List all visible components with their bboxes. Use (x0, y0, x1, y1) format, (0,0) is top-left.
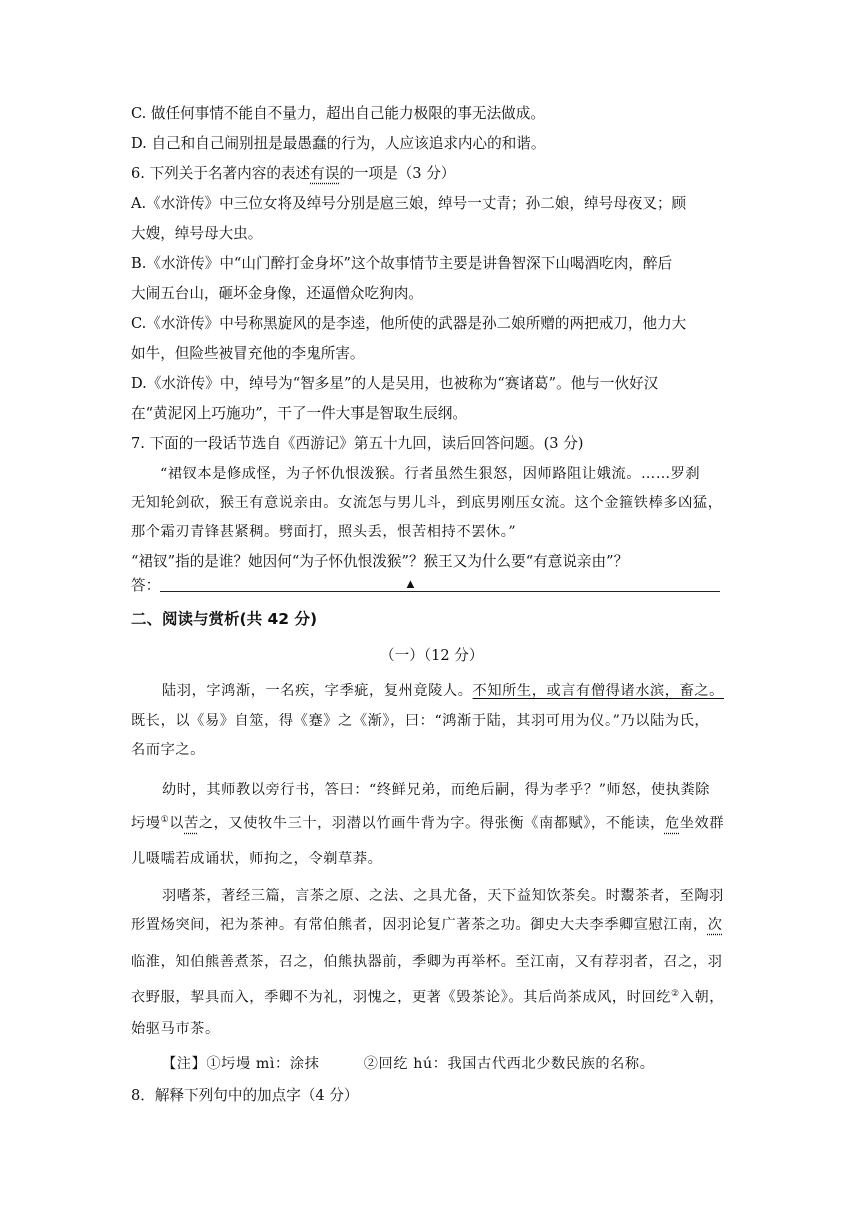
passage-p3-line2 (131, 915, 723, 935)
quote-line-2: 无知轮剑砍，猴王有意说亲由。女流怎与男儿斗，到底男刚压女流。这个金箍铁棒多凶猛， (131, 495, 723, 511)
question-6-option-d-line1: D.《水浒传》中，绰号为“智多星”的人是吴用，也被称为“赛诸葛”。他与一伙好汉 (131, 375, 659, 392)
passage-p3-text: 形置炀突间，祀为茶神。有常伯熊者，因羽论复广著茶之功。御史大夫李季卿宣慰江南， (131, 917, 708, 933)
passage-p2-line3: 儿嗫嚅若成诵状，师拘之，令剃草莽。 (131, 851, 383, 867)
footnote: 【注】①圬墁 mì：涂抹 ②回纥 hú：我国古代西北少数民族的名称。 (162, 1056, 655, 1072)
question-6-stem (131, 164, 455, 184)
passage-p3-text: 入朝， (679, 989, 725, 1006)
passage-p1-text: 陆羽，字鸿渐，一名疾，字季疵，复州竟陵人。 (162, 683, 473, 699)
dotted-char-wei: 危 (664, 815, 680, 832)
section-2-heading: 二、阅读与赏析(共 42 分) (131, 610, 318, 628)
passage-p2-word: 圬墁 (131, 815, 161, 832)
passage-p1-line1 (162, 681, 724, 701)
passage-p2-line1: 幼时，其师教以旁行书，答曰：“终鲜兄弟，而绝后嗣，得为孝乎？”师怒，使执粪除 (162, 782, 711, 798)
question-6-option-d-line2: 在“黄泥冈上巧施功”，干了一件大事是智取生辰纲。 (131, 405, 467, 422)
quote-line-1: “裙钗本是修成怪，为子怀仇恨泼猴。行者虽然生狠怒，因师路阻让娥流。……罗刹 (160, 466, 701, 482)
question-7-prompt: “裙钗”指的是谁？她因何“为子怀仇恨泼猴”？猴王又为什么要“有意说亲由”？ (131, 553, 629, 570)
question-6-option-c-line2: 如牛，但险些被冒充他的李鬼所害。 (131, 345, 365, 362)
answer-line[interactable] (160, 591, 720, 592)
option-d-line: D. 自己和自己闹别扭是最愚蠢的行为，人应该追求内心的和谐。 (131, 135, 546, 152)
footnote-ref-2: ② (671, 989, 680, 999)
part-1-heading: （一）（12 分） (380, 647, 484, 664)
passage-p3-line4 (131, 984, 724, 1008)
question-8-stem: 8．解释下列句中的加点字（4 分） (131, 1087, 359, 1104)
passage-p3-line3: 临淮，知伯熊善煮茶，召之，伯熊执器前，季卿为再举杯。至江南，又有荐羽者，召之，羽 (131, 954, 723, 970)
passage-p3-line5: 始驱马市茶。 (131, 1021, 220, 1037)
passage-p3-line1: 羽嗜茶，著经三篇，言茶之原、之法、之具尤备，天下益知饮茶矣。时鬻茶者，至陶羽 (162, 888, 724, 904)
question-6-option-b-line1: B.《水浒传》中“山门醉打金身坏”这个故事情节主要是讲鲁智深下山喝酒吃肉，醉后 (131, 255, 673, 272)
passage-p2-line2 (131, 810, 724, 834)
answer-label: 答： (131, 577, 161, 594)
answer-marker-icon: ▲ (404, 576, 417, 591)
passage-p2-text: 坐效群 (679, 815, 725, 832)
passage-p2-text: 之，又使牧牛三十，羽潜以竹画牛背为字。得张衡《南都赋》，不能读， (198, 815, 665, 832)
question-7-stem: 7. 下面的一段话节选自《西游记》第五十九回，读后回答问题。(3 分) (131, 435, 584, 452)
question-6-text-a: 6. 下列关于名著内容的表述 (131, 165, 311, 182)
footnote-ref-1: ① (160, 815, 170, 825)
dotted-char-ci: 次 (707, 917, 723, 933)
option-c-line: C. 做任何事情不能自不量力，超出自己能力极限的事无法做成。 (131, 105, 545, 122)
passage-p2-text: 以 (169, 815, 185, 832)
dotted-char-ku: 苦 (184, 815, 199, 832)
passage-p1-underlined: 不知所生，或言有僧得诸水滨，畜之。 (472, 683, 724, 699)
question-6-option-a-line2: 大嫂，绰号母大虫。 (131, 225, 263, 242)
question-6-option-b-line2: 大闹五台山，砸坏金身像，还逼僧众吃狗肉。 (131, 285, 423, 302)
quote-line-3: 那个霜刃青锋甚紧稠。劈面打，照头丢，恨苦相持不罢休。” (131, 524, 517, 540)
question-6-option-a-line1: A.《水浒传》中三位女将及绰号分别是扈三娘，绰号一丈青；孙二娘，绰号母夜叉；顾 (131, 195, 687, 212)
question-6-emphasis: 有误 (310, 165, 340, 182)
passage-p3-text: 衣野服，挈具而入，季卿不为礼，羽愧之，更著《毁茶论》。其后尚茶成风，时回纥 (131, 989, 672, 1006)
passage-p1-line3: 名而字之。 (131, 742, 205, 758)
question-6-option-c-line1: C.《水浒传》中号称黑旋风的是李逵，他所使的武器是孙二娘所赠的两把戒刀，他力大 (131, 315, 687, 332)
passage-p1-line2: 既长，以《易》自筮，得《蹇》之《渐》，曰：“鸿渐于陆，其羽可用为仪。”乃以陆为氏， (131, 713, 710, 729)
question-6-text-c: 的一项是（3 分） (339, 165, 456, 182)
